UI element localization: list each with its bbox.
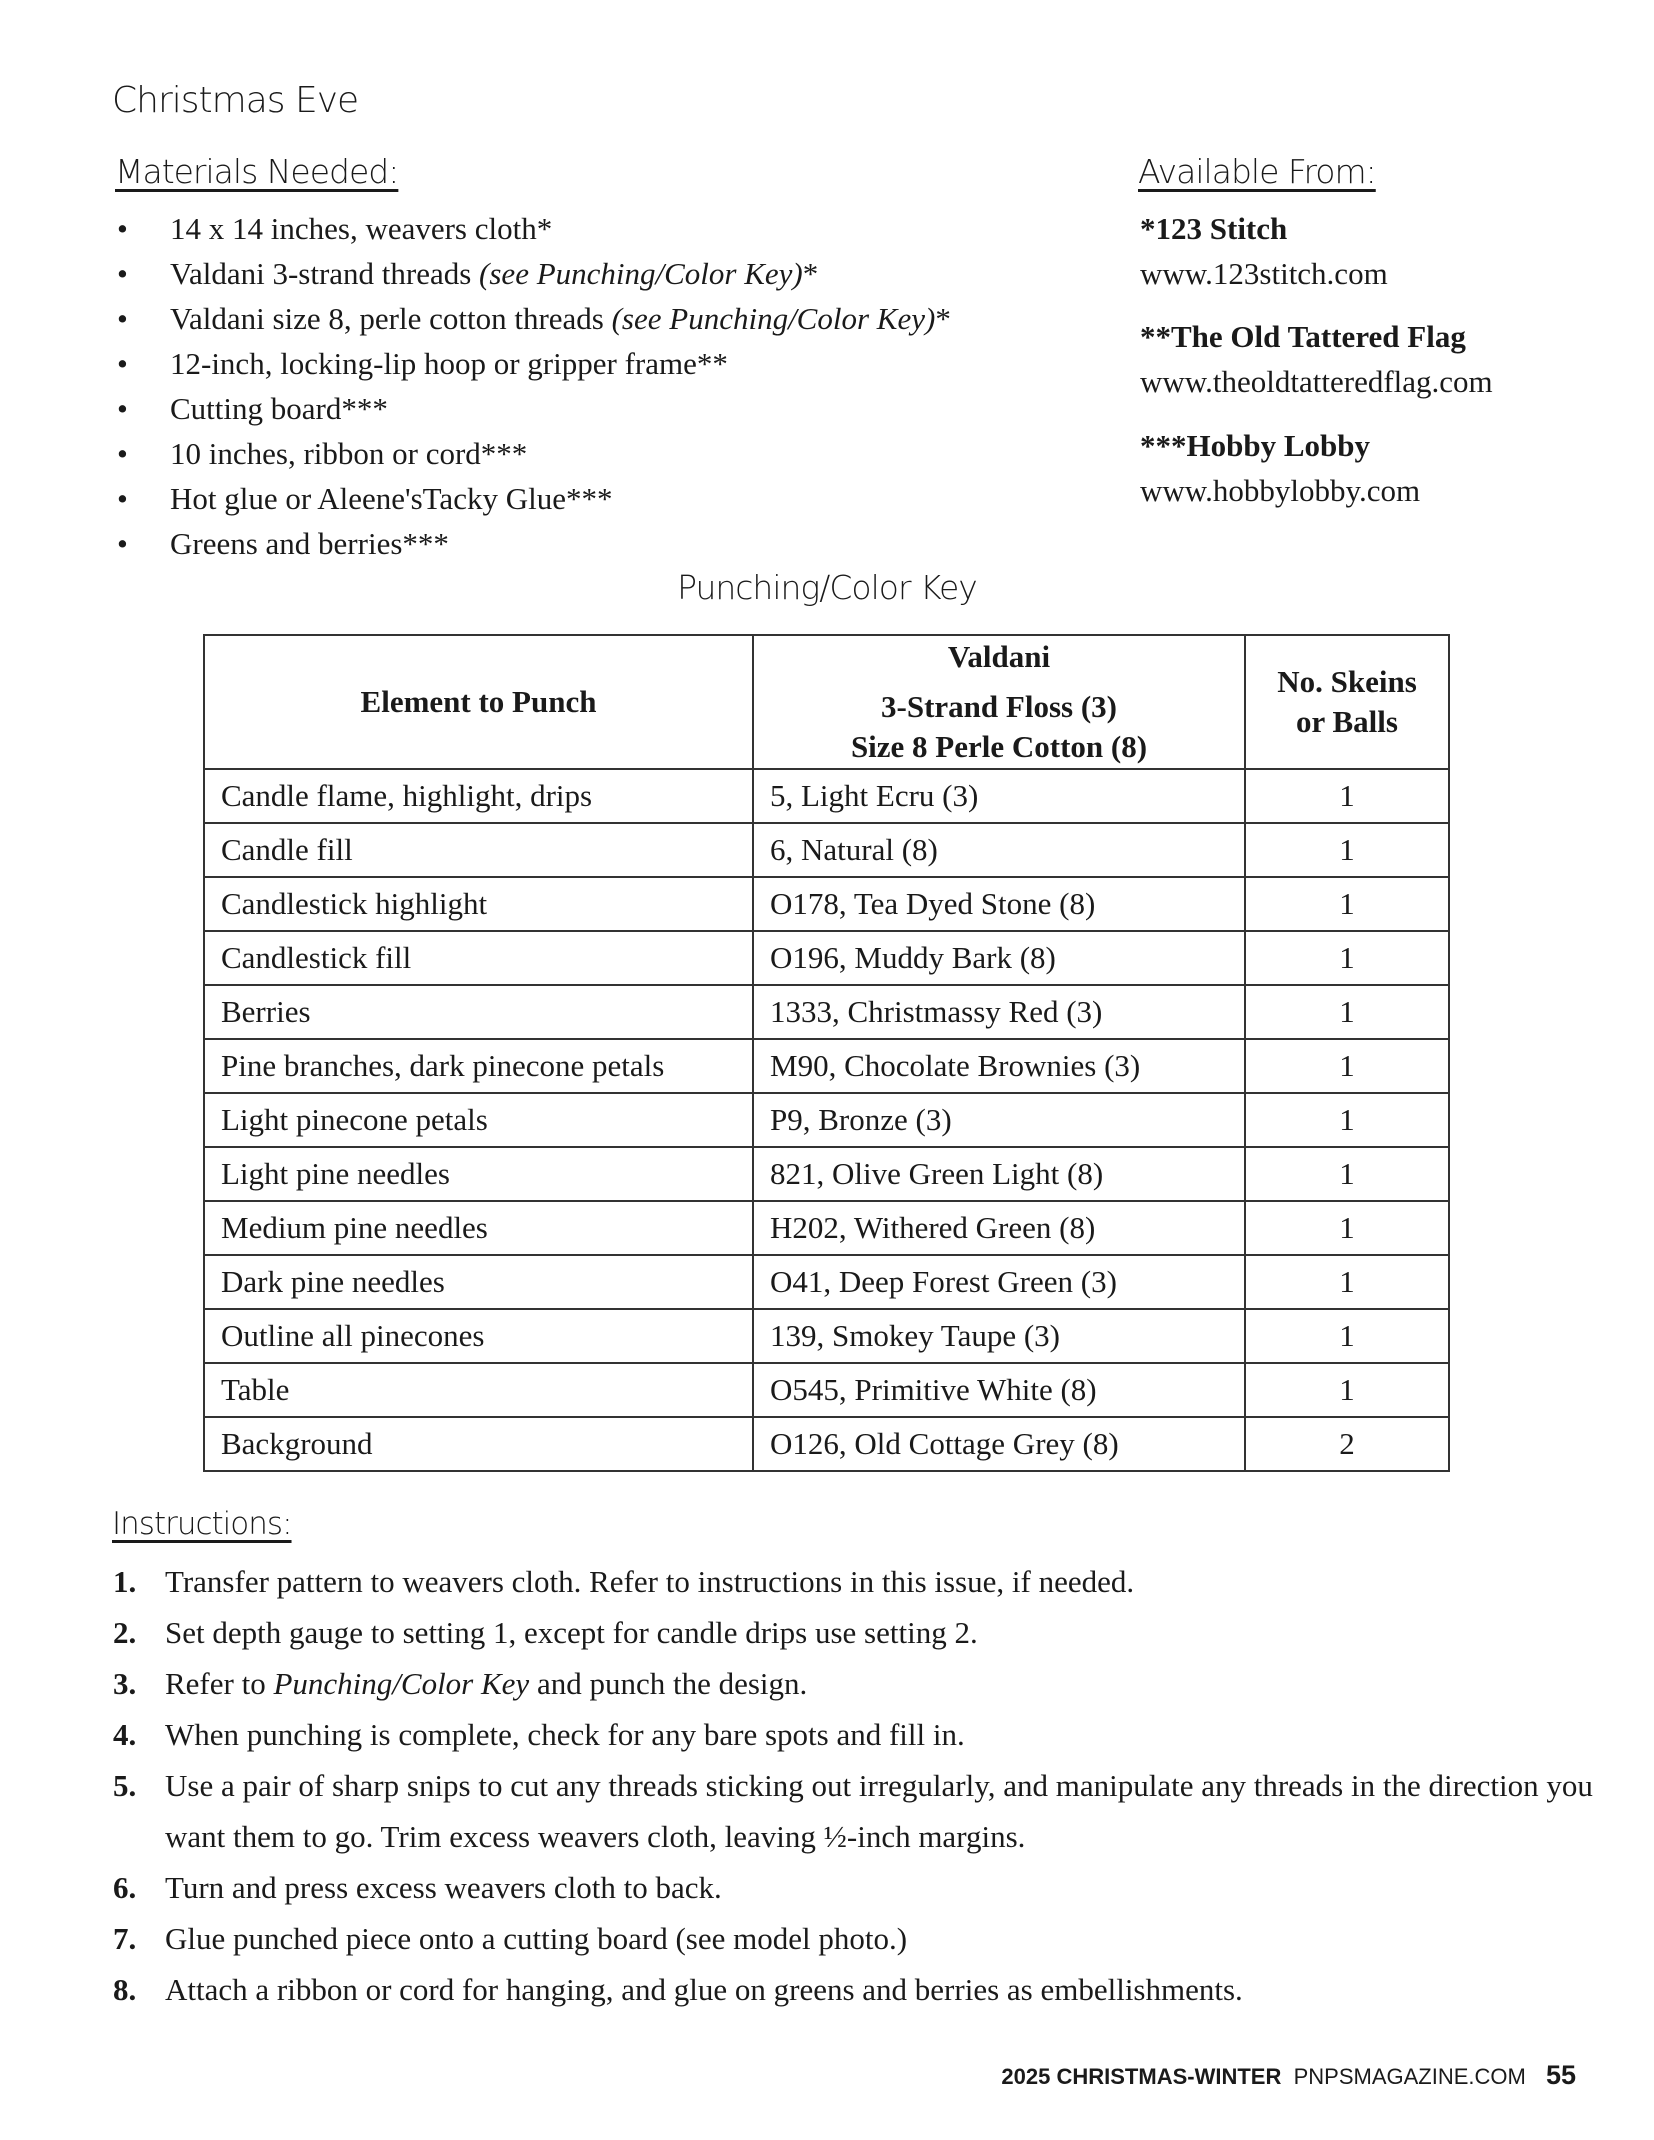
- header-skeins-line2: or Balls: [1296, 704, 1398, 739]
- thread-cell: H202, Withered Green (8): [753, 1201, 1245, 1255]
- material-item: [115, 206, 951, 251]
- element-cell: Light pine needles: [204, 1147, 753, 1201]
- material-text: [170, 341, 728, 386]
- thread-cell: O178, Tea Dyed Stone (8): [753, 877, 1245, 931]
- material-item: [115, 476, 951, 521]
- bullet-icon: •: [117, 526, 128, 561]
- table-row: [204, 1147, 1449, 1201]
- step-text: [165, 1862, 722, 1913]
- element-cell: Berries: [204, 985, 753, 1039]
- step-after: and punch the design.: [529, 1666, 808, 1701]
- element-cell: Candle flame, highlight, drips: [204, 769, 753, 823]
- material-plain: 12-inch, locking-lip hoop or gripper frame**: [170, 346, 728, 381]
- table-row: [204, 931, 1449, 985]
- skeins-cell: 1: [1245, 1363, 1449, 1417]
- issue-label: 2025 CHRISTMAS-WINTER: [1001, 2064, 1282, 2089]
- material-item: [115, 341, 951, 386]
- table-row: [204, 1201, 1449, 1255]
- source-name: **The Old Tattered Flag: [1140, 319, 1466, 354]
- instructions-list: [113, 1556, 1593, 2015]
- element-cell: Medium pine needles: [204, 1201, 753, 1255]
- material-after: *: [935, 301, 951, 336]
- site-label: PNPSMAGAZINE.COM: [1293, 2064, 1526, 2089]
- thread-cell: P9, Bronze (3): [753, 1093, 1245, 1147]
- skeins-cell: 1: [1245, 985, 1449, 1039]
- header-skeins-line1: No. Skeins: [1277, 664, 1417, 699]
- table-row: [204, 985, 1449, 1039]
- instruction-step: [113, 1760, 1593, 1862]
- skeins-cell: 1: [1245, 877, 1449, 931]
- source-name: *123 Stitch: [1140, 211, 1288, 246]
- step-number: 7.: [113, 1921, 137, 1956]
- element-cell: Candle fill: [204, 823, 753, 877]
- step-text: [165, 1913, 907, 1964]
- available-from-heading: Available From:: [1138, 152, 1376, 191]
- thread-cell: 6, Natural (8): [753, 823, 1245, 877]
- header-skeins: [1245, 635, 1449, 769]
- step-plain: Use a pair of sharp snips to cut any threads sticking out irregularly, and manipulate any threads in the direction you want them to go. Trim excess weavers cloth, leaving ½-inch margins.: [165, 1768, 1593, 1854]
- pattern-title: Christmas Eve: [112, 80, 359, 121]
- step-plain: Transfer pattern to weavers cloth. Refer to instructions in this issue, if needed.: [165, 1564, 1135, 1599]
- source-url[interactable]: www.hobbylobby.com: [1140, 473, 1421, 508]
- material-plain: Cutting board***: [170, 391, 388, 426]
- bullet-icon: •: [117, 346, 128, 381]
- instruction-step: [113, 1913, 1593, 1964]
- thread-cell: 5, Light Ecru (3): [753, 769, 1245, 823]
- thread-cell: 821, Olive Green Light (8): [753, 1147, 1245, 1201]
- material-italic: (see Punching/Color Key): [479, 256, 803, 291]
- table-row: [204, 1309, 1449, 1363]
- header-valdani: [753, 635, 1245, 769]
- instruction-step: [113, 1658, 1593, 1709]
- material-text: [170, 476, 612, 521]
- step-plain: Glue punched piece onto a cutting board (see model photo.): [165, 1921, 908, 1956]
- step-text: [165, 1607, 978, 1658]
- material-item: [115, 296, 951, 341]
- bullet-icon: •: [117, 391, 128, 426]
- color-key-table: [203, 634, 1450, 1472]
- skeins-cell: 1: [1245, 1309, 1449, 1363]
- table-row: [204, 1039, 1449, 1093]
- step-text: [165, 1964, 1243, 2015]
- step-plain: Attach a ribbon or cord for hanging, and glue on greens and berries as embellishments.: [165, 1972, 1243, 2007]
- skeins-cell: 1: [1245, 823, 1449, 877]
- material-plain: 14 x 14 inches, weavers cloth*: [170, 211, 553, 246]
- material-item: [115, 386, 951, 431]
- thread-cell: O545, Primitive White (8): [753, 1363, 1245, 1417]
- step-number: 8.: [113, 1972, 137, 2007]
- skeins-cell: 1: [1245, 1255, 1449, 1309]
- thread-cell: 139, Smokey Taupe (3): [753, 1309, 1245, 1363]
- skeins-cell: 1: [1245, 1201, 1449, 1255]
- materials-list: [115, 206, 951, 566]
- skeins-cell: 1: [1245, 1093, 1449, 1147]
- step-text: [165, 1658, 807, 1709]
- step-number: 3.: [113, 1666, 137, 1701]
- step-text: [165, 1556, 1134, 1607]
- bullet-icon: •: [117, 211, 128, 246]
- header-element: Element to Punch: [204, 635, 753, 769]
- table-row: [204, 877, 1449, 931]
- material-plain: Valdani size 8, perle cotton threads: [170, 301, 612, 336]
- step-number: 6.: [113, 1870, 137, 1905]
- table-row: [204, 823, 1449, 877]
- material-text: [170, 206, 552, 251]
- element-cell: Pine branches, dark pinecone petals: [204, 1039, 753, 1093]
- thread-cell: 1333, Christmassy Red (3): [753, 985, 1245, 1039]
- thread-cell: O126, Old Cottage Grey (8): [753, 1417, 1245, 1471]
- element-cell: Dark pine needles: [204, 1255, 753, 1309]
- source-url[interactable]: www.theoldtatteredflag.com: [1140, 364, 1493, 399]
- header-valdani-line1: Valdani: [947, 639, 1051, 674]
- material-text: [170, 296, 951, 341]
- step-plain: When punching is complete, check for any bare spots and fill in.: [165, 1717, 965, 1752]
- step-plain: Refer to: [165, 1666, 274, 1701]
- bullet-icon: •: [117, 436, 128, 471]
- material-plain: 10 inches, ribbon or cord***: [170, 436, 528, 471]
- material-item: [115, 521, 951, 566]
- element-cell: Candlestick fill: [204, 931, 753, 985]
- element-cell: Background: [204, 1417, 753, 1471]
- color-key-title: Punching/Color Key: [677, 568, 977, 607]
- thread-cell: M90, Chocolate Brownies (3): [753, 1039, 1245, 1093]
- page-footer: [1001, 2060, 1576, 2091]
- instruction-step: [113, 1964, 1593, 2015]
- bullet-icon: •: [117, 301, 128, 336]
- material-text: [170, 431, 527, 476]
- material-text: [170, 386, 388, 431]
- instruction-step: [113, 1556, 1593, 1607]
- material-text: [170, 251, 818, 296]
- instruction-step: [113, 1862, 1593, 1913]
- table-row: [204, 1417, 1449, 1471]
- table-row: [204, 1255, 1449, 1309]
- source-123-stitch: [1140, 206, 1388, 296]
- step-plain: Turn and press excess weavers cloth to back.: [165, 1870, 722, 1905]
- material-italic: (see Punching/Color Key): [611, 301, 936, 336]
- thread-cell: O196, Muddy Bark (8): [753, 931, 1245, 985]
- step-number: 5.: [113, 1768, 137, 1803]
- element-cell: Outline all pinecones: [204, 1309, 753, 1363]
- source-hobby-lobby: [1140, 423, 1420, 513]
- page-number: 55: [1545, 2060, 1576, 2090]
- material-plain: Greens and berries***: [170, 526, 449, 561]
- skeins-cell: 1: [1245, 1147, 1449, 1201]
- element-cell: Light pinecone petals: [204, 1093, 753, 1147]
- material-item: [115, 431, 951, 476]
- instruction-step: [113, 1709, 1593, 1760]
- source-name: ***Hobby Lobby: [1140, 428, 1371, 463]
- material-item: [115, 251, 951, 296]
- table-row: [204, 769, 1449, 823]
- skeins-cell: 1: [1245, 1039, 1449, 1093]
- step-number: 1.: [113, 1564, 137, 1599]
- materials-heading: Materials Needed:: [115, 152, 399, 191]
- header-valdani-line3: Size 8 Perle Cotton (8): [850, 729, 1148, 764]
- bullet-icon: •: [117, 481, 128, 516]
- bullet-icon: •: [117, 256, 128, 291]
- step-italic: Punching/Color Key: [273, 1666, 530, 1701]
- instruction-step: [113, 1607, 1593, 1658]
- element-cell: Table: [204, 1363, 753, 1417]
- step-text: [165, 1709, 965, 1760]
- step-number: 4.: [113, 1717, 137, 1752]
- source-old-tattered-flag: [1140, 314, 1493, 404]
- material-plain: Valdani 3-strand threads: [170, 256, 480, 291]
- table-header-row: [204, 635, 1449, 769]
- skeins-cell: 2: [1245, 1417, 1449, 1471]
- skeins-cell: 1: [1245, 931, 1449, 985]
- instructions-heading: Instructions:: [112, 1506, 292, 1542]
- element-cell: Candlestick highlight: [204, 877, 753, 931]
- header-valdani-line2: 3-Strand Floss (3): [881, 689, 1117, 724]
- material-plain: Hot glue or Aleene'sTacky Glue***: [170, 481, 613, 516]
- thread-cell: O41, Deep Forest Green (3): [753, 1255, 1245, 1309]
- table-row: [204, 1093, 1449, 1147]
- step-plain: Set depth gauge to setting 1, except for candle drips use setting 2.: [165, 1615, 978, 1650]
- material-text: [170, 521, 449, 566]
- step-text: [165, 1760, 1593, 1862]
- material-after: *: [802, 256, 819, 291]
- table-row: [204, 1363, 1449, 1417]
- step-number: 2.: [113, 1615, 137, 1650]
- source-url[interactable]: www.123stitch.com: [1140, 256, 1388, 291]
- skeins-cell: 1: [1245, 769, 1449, 823]
